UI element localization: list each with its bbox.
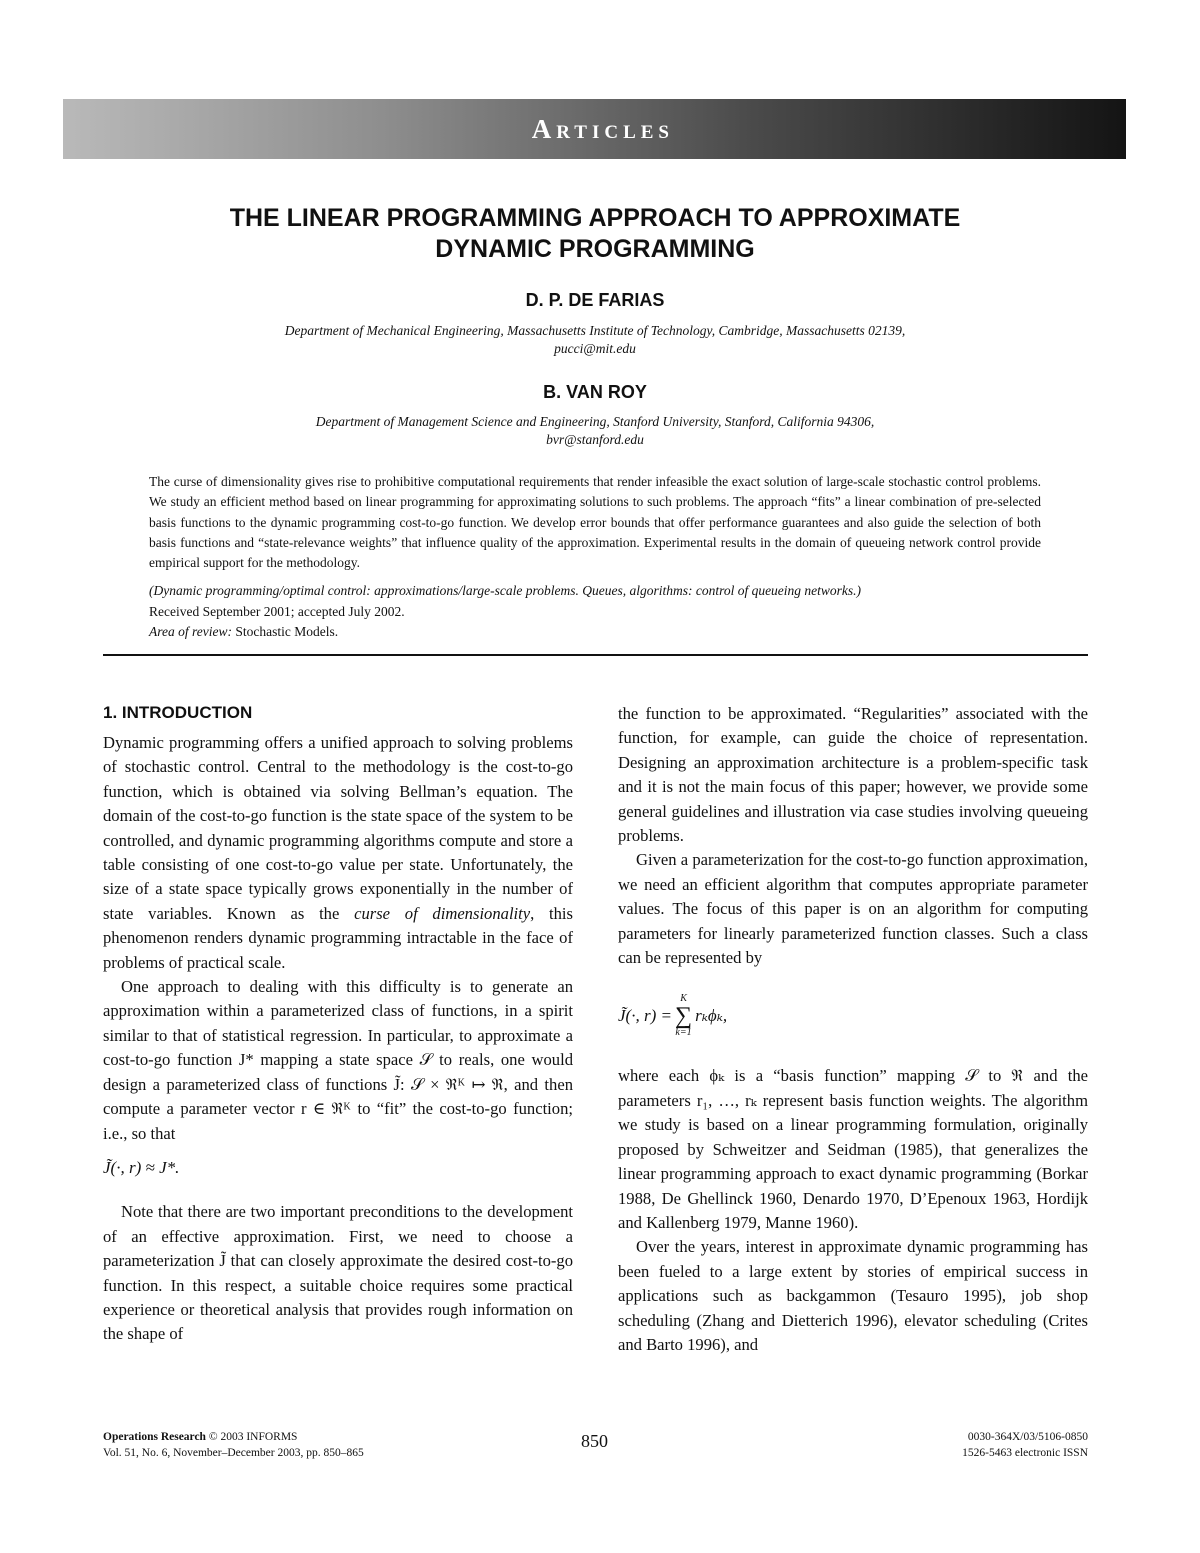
paragraph-text: Dynamic programming offers a unified approach to solving problems of stochastic control. Central to the methodology is the cost-to-go function, which is obtained via solving Bellman’s equation. The domain of the cost-to-go function is the state space of the system to be controlled, and dynamic programming algorithms compute and store a table consisting of one cost-to-go value per state. Unfortunately, the size of a state space typically grows exponentially in the number of state variables. Known as the [103,733,573,923]
copyright: © 2003 INFORMS [208,1431,298,1443]
area-of-review-value: Stochastic Models. [235,624,339,639]
affiliation-text: Department of Mechanical Engineering, Massachusetts Institute of Technology, Cambridge, Massachusetts 02139, [284,323,906,338]
footer-left [103,1429,364,1461]
title-line-2: DYNAMIC PROGRAMMING [435,235,755,263]
paragraph [103,731,573,975]
author-email: bvr@stanford.edu [546,432,644,447]
paper-title [100,203,1090,265]
area-of-review [149,622,1041,643]
right-column [618,702,1088,1357]
left-column [103,702,573,1347]
article-meta [149,581,1041,643]
abstract: The curse of dimensionality gives rise to prohibitive computational requirements that render infeasible the exact solution of large-scale stochastic control problems. We study an efficient method based on linear programming for approximating solutions to such problems. The approach “fits” a linear combination of pre-selected basis functions to the dynamic programming cost-to-go function. We develop error bounds that offer performance guarantees and also guide the selection of both basis functions and “state-relevance weights” that influence quality of the approximation. Experimental results in the domain of queueing network control provide empirical support for the methodology. [149,474,1041,571]
divider [103,654,1088,656]
author-1-name: D. P. DE FARIAS [525,290,665,310]
area-of-review-label: Area of review: [149,624,232,639]
author-2-affiliation [100,413,1090,449]
title-line-1: THE LINEAR PROGRAMMING APPROACH TO APPROXIMATE [229,204,961,232]
paragraph: One approach to dealing with this difficulty is to generate an approximation within a parameterized class of functions, in a spirit similar to that of statistical regression. In particular, to approximate a cost-to-go function J* mapping a state space 𝒮 to reals, one would design a parameterized class of functions J̃: 𝒮 × ℜᴷ ↦ ℜ, and then compute a parameter vector r ∈ ℜᴷ to “fit” the cost-to-go function; i.e., so that [103,977,573,1143]
sum-lower-limit: k=1 [675,1027,692,1039]
author-email: pucci@mit.edu [554,341,636,356]
author-1-affiliation [100,322,1090,358]
paragraph: Over the years, interest in approximate dynamic programming has been fueled to a large extent by stories of empirical success in applications such as backgammon (Tesauro 1995), job shop scheduling (Zhang and Dietterich 1996), elevator scheduling (Crites and Barto 1996), and [618,1237,1088,1354]
section-heading: 1. INTRODUCTION [103,703,253,722]
paragraph-text: , this phenomenon renders dynamic programming intractable in the face of problems of practical scale. [103,903,574,972]
equation: J̃(·, r) ≈ J*. [103,1157,180,1177]
page-number: 850 [581,1431,608,1451]
paragraph: where each ϕₖ is a “basis function” mapping 𝒮 to ℜ and the parameters r₁, …, rₖ represent basis function weights. The algorithm we study is based on a linear programming formulation, originally proposed by Schweitzer and Seidman (1985), that generalizes the linear programming approach to exact dynamic programming (Borkar 1988, De Ghellinck 1960, Denardo 1970, D’Epenoux 1963, Hordijk and Kallenberg 1979, Manne 1960). [618,1066,1088,1232]
footer-right [962,1429,1088,1461]
subject-keywords: (Dynamic programming/optimal control: approximations/large-scale problems. Queues, algorithms: control of queueing networks.) [149,583,862,598]
summation-symbol [675,994,692,1038]
affiliation-text: Department of Management Science and Engineering, Stanford University, Stanford, California 94306, [315,414,875,429]
paragraph: Given a parameterization for the cost-to-go function approximation, we need an efficient algorithm that computes appropriate parameter values. The focus of this paper is on an algorithm for computing parameters for linearly parameterized function classes. Such a class can be represented by [618,850,1088,968]
equation [618,984,1088,1048]
journal-name: Operations Research [103,1431,206,1443]
sum-upper-limit: K [680,993,687,1005]
issn-print: 0030-364X/03/5106-0850 [967,1431,1088,1443]
author-2-name: B. VAN ROY [543,382,647,402]
paragraph: Note that there are two important preconditions to the development of an effective approximation. First, we need to choose a parameterization J̃ that can closely approximate the desired cost-to-go function. In this respect, a suitable choice requires some practical experience or theoretical analysis that provides rough information on the shape of [103,1202,573,1344]
page-footer [103,1429,1088,1469]
volume-info: Vol. 51, No. 6, November–December 2003, pp. 850–865 [103,1447,364,1459]
emphasis-text: curse of dimensionality [354,903,531,923]
equation-lhs: J̃(·, r) = [618,1006,672,1026]
received-dates: Received September 2001; accepted July 2002. [149,603,405,619]
issn-electronic: 1526-5463 electronic ISSN [962,1447,1088,1459]
paragraph: the function to be approximated. “Regularities” associated with the function, for example, can guide the choice of representation. Designing an approximation architecture is a problem-specific task and it is not the main focus of this paper; however, we provide some general guidelines and illustration via case studies involving queueing problems. [618,704,1088,846]
equation-rhs: rₖϕₖ, [695,1006,728,1026]
banner-label: Articles [531,114,674,144]
sigma-icon: ∑ [674,1003,693,1030]
section-banner [63,99,1126,159]
